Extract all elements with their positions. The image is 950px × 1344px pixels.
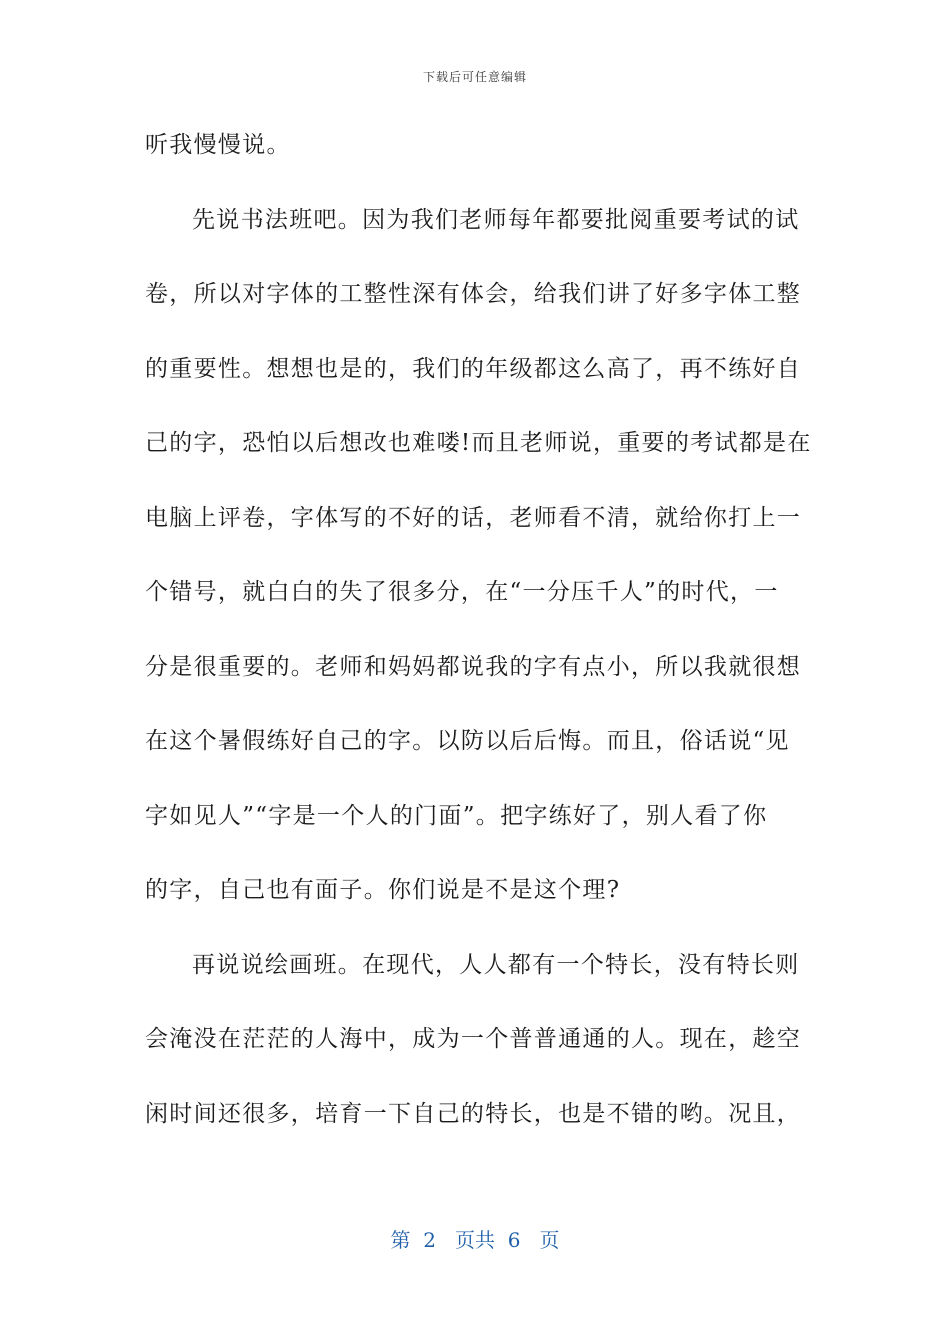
text-line: 会淹没在茫茫的人海中，成为一个普普通通的人。现在，趁空	[145, 1026, 802, 1052]
page-number-footer: 第 2 页共 6 页	[390, 1228, 560, 1252]
document-body	[145, 120, 810, 1163]
text-line: 个错号，就白白的失了很多分，在“一分压千人”的时代，一	[145, 579, 779, 605]
paragraph-first-line: 再说说绘画班。在现代，人人都有一个特长，没有特长则	[192, 951, 800, 978]
text-line: 字如见人”“字是一个人的门面”。把字练好了，别人看了你	[145, 802, 768, 829]
text-line: 卷，所以对字体的工整性深有体会，给我们讲了好多字体工整	[145, 281, 802, 307]
text-line: 分是很重要的。老师和妈妈都说我的字有点小，所以我就很想	[145, 653, 802, 680]
text-line: 在这个暑假练好自己的字。以防以后后悔。而且，俗话说“见	[145, 728, 790, 754]
paragraph-first-line: 先说书法班吧。因为我们老师每年都要批阅重要考试的试	[192, 206, 800, 233]
text-line: 己的字，恐怕以后想改也难喽!而且老师说，重要的考试都是在	[145, 430, 812, 456]
text-line: 的重要性。想想也是的，我们的年级都这么高了，再不练好自	[145, 355, 802, 382]
text-line: 听我慢慢说。	[145, 132, 291, 158]
text-line: 闲时间还很多，培育一下自己的特长，也是不错的哟。况且，	[145, 1100, 802, 1127]
text-line: 的字，自己也有面子。你们说是不是这个理?	[145, 877, 621, 903]
text-line: 电脑上评卷，字体写的不好的话，老师看不清，就给你打上一	[145, 504, 802, 531]
page-header: 下载后可任意编辑	[422, 70, 527, 84]
